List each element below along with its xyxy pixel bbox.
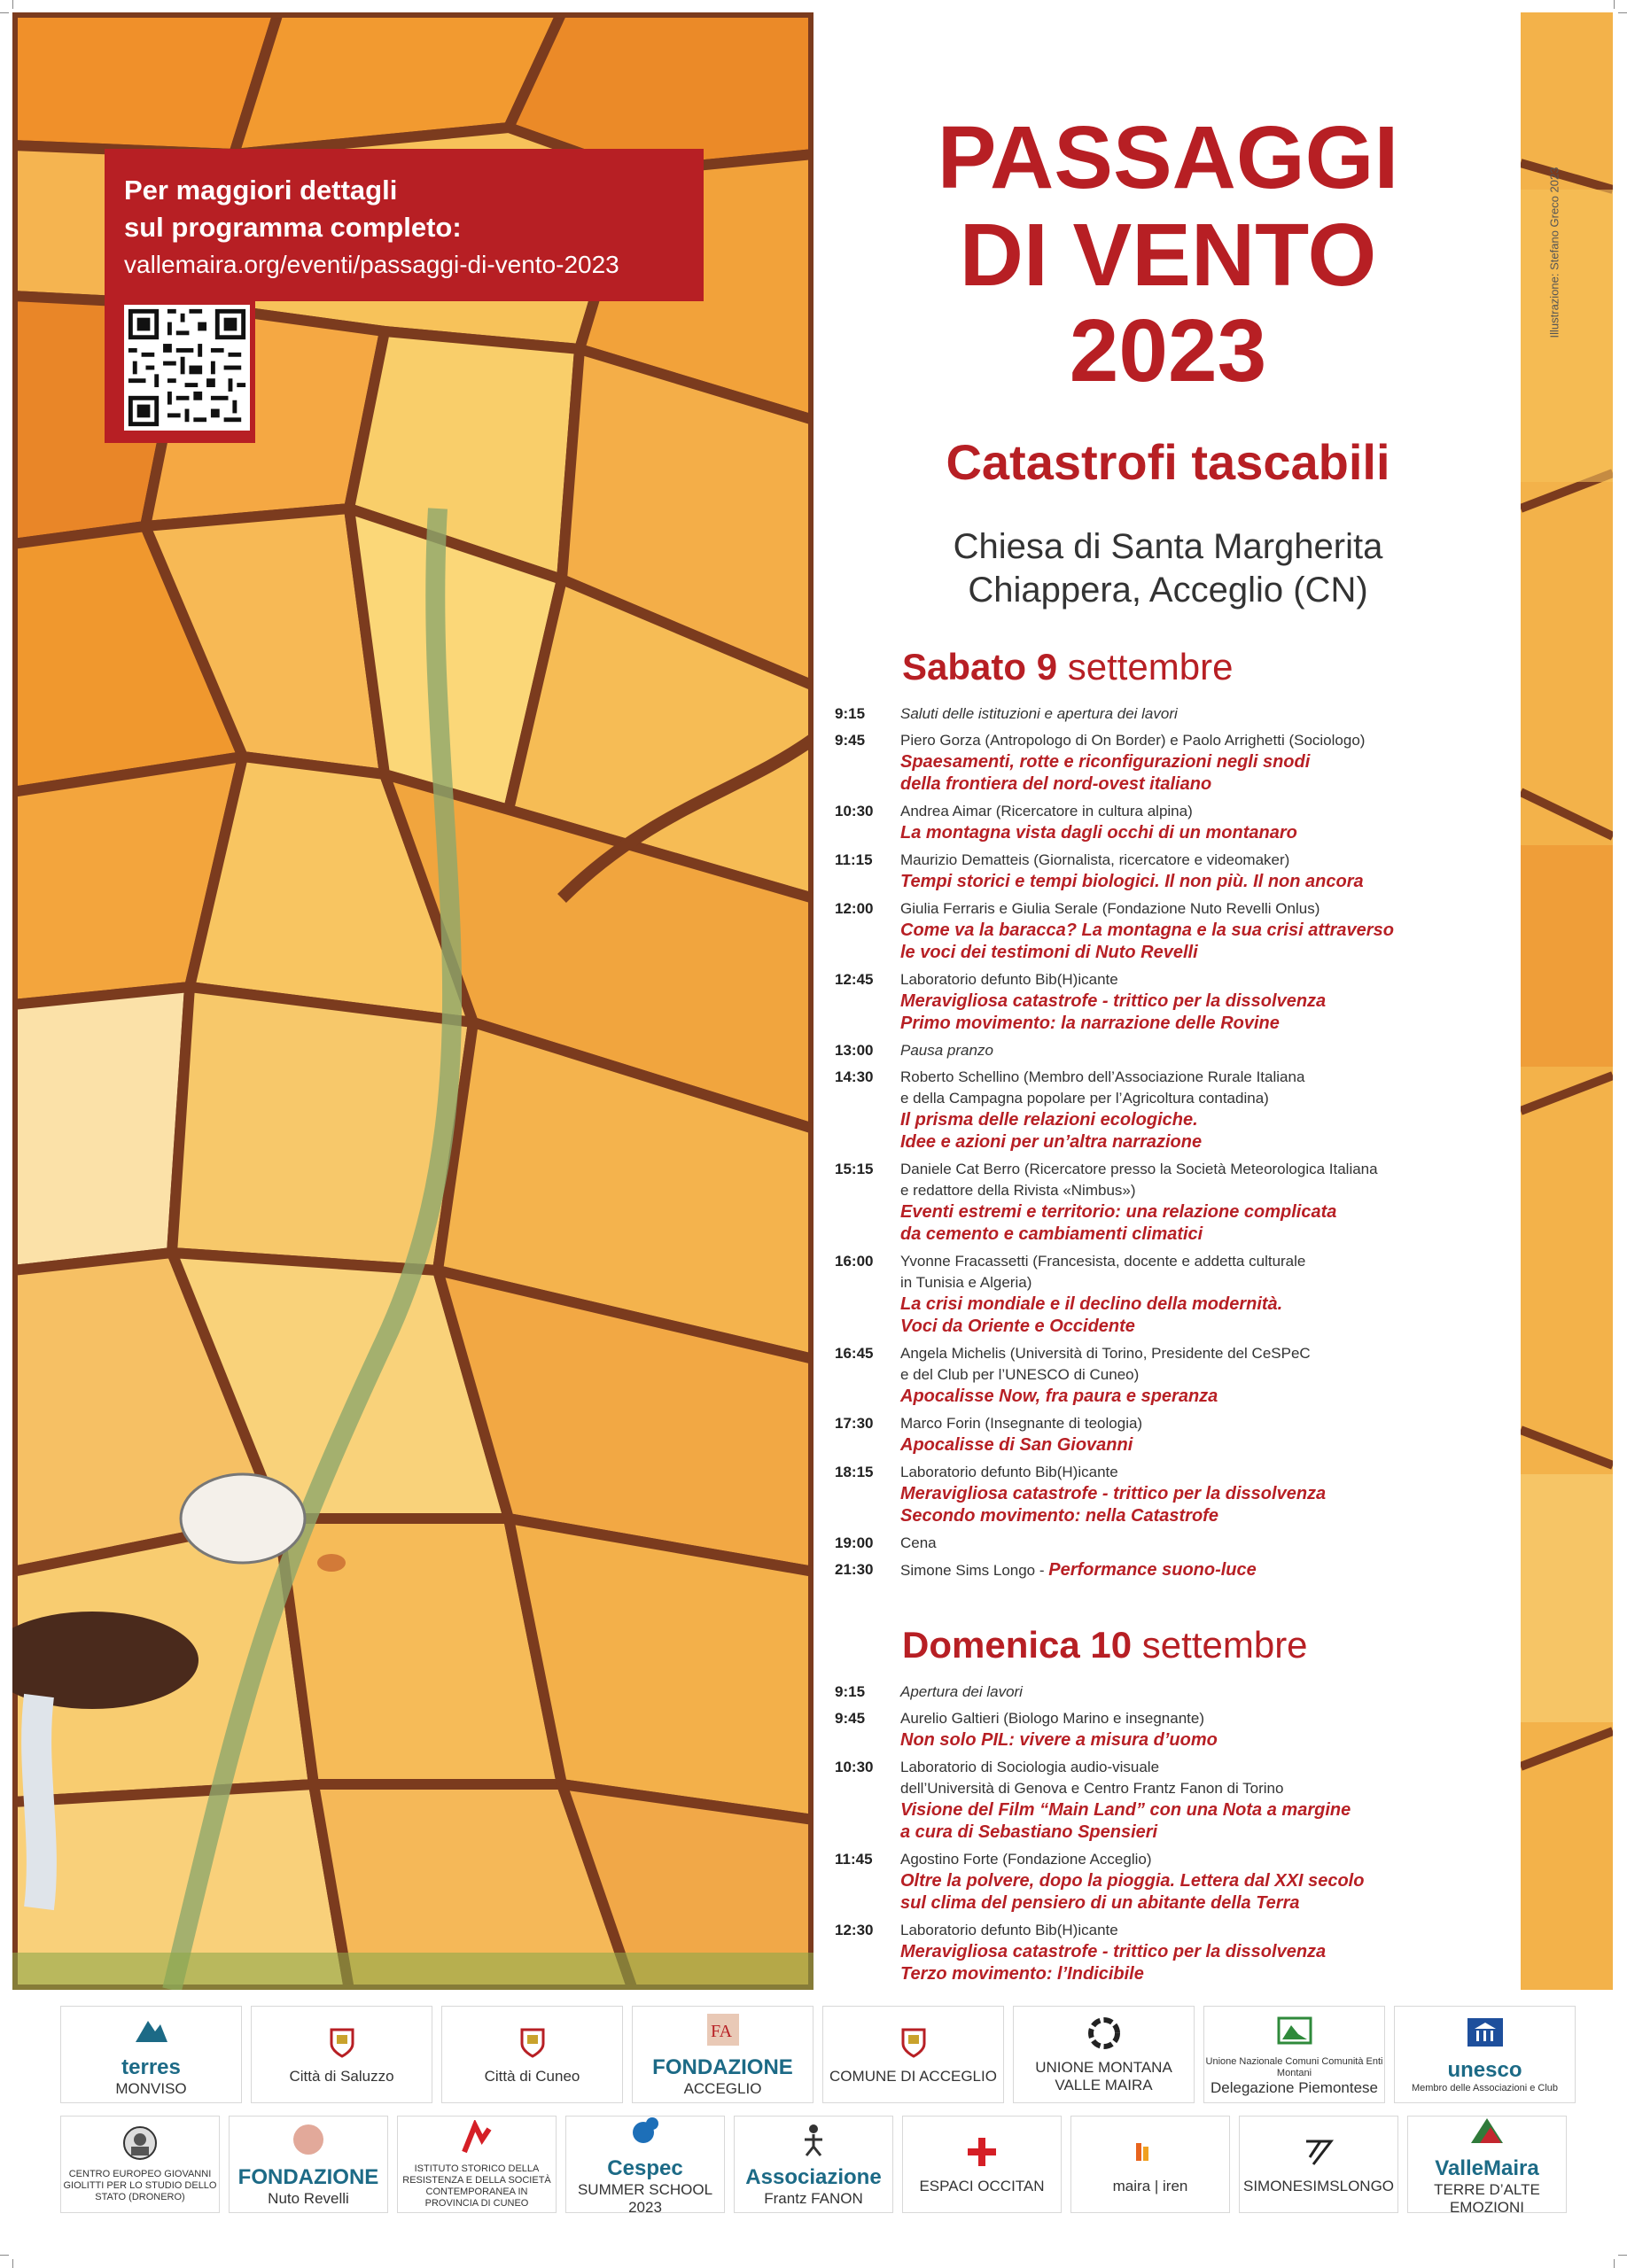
programme-item [835, 1559, 1508, 1581]
crop-mark [1618, 2255, 1627, 2256]
programme-item [835, 801, 1508, 844]
sponsor-logo-text: ValleMaira [1435, 2155, 1539, 2180]
sponsor-logo [229, 2116, 388, 2213]
event-time: 9:15 [835, 1683, 866, 1700]
event-body [900, 898, 1508, 964]
info-url-link[interactable]: vallemaira.org/eventi/passaggi-di-vento-2023 [124, 251, 619, 278]
event-speaker-text: Laboratorio defunto Bib(H)icante [900, 1922, 1118, 1938]
programme-item [835, 1920, 1508, 1985]
programme-item [835, 1159, 1508, 1246]
event-speaker-text: Maurizio Dematteis (Giornalista, ricercatore e videomaker) [900, 851, 1290, 868]
event-body [900, 1040, 1508, 1061]
event-speaker [900, 1708, 1508, 1729]
event-note: Pausa pranzo [900, 1042, 993, 1059]
event-body [900, 730, 1508, 796]
programme-item [835, 1413, 1508, 1456]
slash-icon [1301, 2134, 1336, 2178]
event-title: Apocalisse Now, fra paura e speranza [900, 1386, 1218, 1406]
uncem-icon [1277, 2013, 1312, 2056]
sponsor-logo [565, 2116, 725, 2213]
portrait-icon [122, 2125, 158, 2169]
event-time: 16:45 [835, 1345, 874, 1362]
sponsor-logos-row-1 [60, 2006, 1576, 2103]
event-speaker [900, 1849, 1508, 1870]
sponsor-logo-text: terres [121, 2054, 181, 2079]
event-title: Meravigliosa catastrofe - trittico per la dissolvenza [900, 991, 1327, 1011]
sponsor-logo-text: Frantz FANON [764, 2189, 863, 2207]
event-speaker [900, 1251, 1508, 1272]
event-title: le voci dei testimoni di Nuto Revelli [900, 943, 1198, 962]
sponsor-logo [822, 2006, 1004, 2103]
event-speaker-text: Giulia Ferraris e Giulia Serale (Fondazione Nuto Revelli Onlus) [900, 900, 1320, 917]
event-time: 9:15 [835, 705, 866, 722]
event-speaker [900, 1462, 1508, 1483]
event-time: 18:15 [835, 1464, 874, 1480]
programme-item [835, 1682, 1508, 1703]
event-time: 11:45 [835, 1851, 873, 1868]
event-title: della frontiera del nord-ovest italiano [900, 774, 1212, 794]
sponsor-logo [734, 2116, 893, 2213]
event-time: 9:45 [835, 732, 866, 749]
event-speaker-text: Piero Gorza (Antropologo di On Border) e Paolo Arrighetti (Sociologo) [900, 732, 1366, 749]
main-title-year: 2023 [1069, 301, 1267, 400]
event-note: Saluti delle istituzioni e apertura dei lavori [900, 705, 1178, 722]
sponsor-logo-text: FONDAZIONE [237, 2164, 379, 2189]
event-title: Non solo PIL: vivere a misura d’uomo [900, 1730, 1218, 1750]
event-speaker-text: Angela Michelis (Università di Torino, Presidente del CeSPeC [900, 1345, 1311, 1362]
event-title: Oltre la polvere, dopo la pioggia. Lettera dal XXI secolo [900, 1871, 1365, 1891]
programme-item [835, 1067, 1508, 1153]
drop-icon [627, 2116, 663, 2156]
crop-mark [12, 0, 13, 9]
event-time: 10:30 [835, 1759, 874, 1775]
sponsor-logo [441, 2006, 623, 2103]
event-time: 9:45 [835, 1710, 866, 1727]
crop-mark [1614, 0, 1615, 9]
cross-icon [964, 2134, 1000, 2178]
sponsor-logo [902, 2116, 1062, 2213]
event-title: Come va la baracca? La montagna e la sua crisi attraverso [900, 920, 1394, 940]
programme-item [835, 1040, 1508, 1061]
crop-mark [0, 2255, 9, 2256]
event-title: sul clima del pensiero di un abitante della Terra [900, 1893, 1300, 1913]
programme-item [835, 1533, 1508, 1554]
event-title: Apocalisse di San Giovanni [900, 1435, 1133, 1455]
sponsor-logo-text: Delegazione Piemontese [1210, 2078, 1378, 2096]
mountain-icon [134, 2012, 169, 2055]
sponsor-logo-text: SIMONESIMSLONGO [1242, 2177, 1395, 2194]
event-time: 12:30 [835, 1922, 874, 1938]
programme-item [835, 1462, 1508, 1527]
event-speaker-text: Aurelio Galtieri (Biologo Marino e insegnante) [900, 1710, 1205, 1727]
subtitle: Catastrofi tascabili [946, 434, 1390, 490]
event-speaker-text: Andrea Aimar (Ricercatore in cultura alpina) [900, 803, 1193, 819]
event-speaker-continued: e del Club per l’UNESCO di Cuneo) [900, 1366, 1140, 1383]
event-body [900, 1920, 1508, 1985]
event-time: 10:30 [835, 803, 874, 819]
event-title: Il prisma delle relazioni ecologiche. [900, 1110, 1198, 1130]
event-speaker-text: Laboratorio di Sociologia audio-visuale [900, 1759, 1160, 1775]
event-speaker [900, 730, 1508, 751]
main-title-line-2: DI VENTO [959, 206, 1377, 305]
sponsor-logo [1394, 2006, 1576, 2103]
sponsor-logo [1070, 2116, 1230, 2213]
event-speaker-text: Simone Sims Longo - [900, 1562, 1045, 1579]
stamp-icon [291, 2122, 326, 2165]
event-speaker-text: Agostino Forte (Fondazione Acceglio) [900, 1851, 1152, 1868]
info-line-2: sul programma completo: [124, 212, 462, 243]
swirl-icon [459, 2120, 494, 2163]
event-time: 17:30 [835, 1415, 874, 1432]
sponsor-logos-row-2 [60, 2116, 1567, 2213]
event-title: Secondo movimento: nella Catastrofe [900, 1506, 1218, 1526]
sponsor-logo-text: Unione Nazionale Comuni Comunità Enti Montani [1205, 2055, 1383, 2078]
event-body [900, 1682, 1508, 1703]
event-title: Spaesamenti, rotte e riconfigurazioni negli snodi [900, 752, 1311, 772]
illustration-credit: Illustrazione: Stefano Greco 2023 [1547, 167, 1561, 338]
figure-icon [796, 2122, 831, 2165]
programme-item [835, 703, 1508, 725]
sponsor-logo-text: Membro delle Associazioni e Club [1411, 2083, 1559, 2093]
event-time: 12:45 [835, 971, 874, 988]
event-speaker [900, 1533, 1508, 1554]
sponsor-logo [1407, 2116, 1567, 2213]
event-speaker [900, 850, 1508, 871]
event-body [900, 1708, 1508, 1751]
event-speaker-text: Cena [900, 1534, 937, 1551]
event-speaker-continued: e della Campagna popolare per l’Agricoltura contadina) [900, 1090, 1269, 1107]
wave-icon [1133, 2134, 1168, 2178]
programme-item [835, 898, 1508, 964]
event-body [900, 850, 1508, 893]
event-title: Voci da Oriente e Occidente [900, 1317, 1135, 1336]
event-speaker-text: Marco Forin (Insegnante di teologia) [900, 1415, 1143, 1432]
main-title-line-1: PASSAGGI [937, 108, 1399, 207]
event-speaker-text: Daniele Cat Berro (Ricercatore presso la Società Meteorologica Italiana [900, 1161, 1378, 1177]
event-body [900, 1849, 1508, 1915]
sponsor-logo-text: MONVISO [115, 2079, 187, 2097]
crop-mark [1618, 12, 1627, 13]
sponsor-logo [1013, 2006, 1195, 2103]
sponsor-logo [60, 2116, 220, 2213]
event-speaker-text: Yvonne Fracassetti (Francesista, docente e addetta culturale [900, 1253, 1306, 1270]
event-title: Primo movimento: la narrazione delle Rovine [900, 1014, 1280, 1033]
sponsor-logo-text: Città di Saluzzo [289, 2067, 394, 2085]
qr-code-box [105, 292, 255, 443]
event-title: Visione del Film “Main Land” con una Nota a margine [900, 1800, 1351, 1820]
event-body [900, 1067, 1508, 1153]
event-speaker-continued: e redattore della Rivista «Nimbus») [900, 1182, 1136, 1199]
programme-item [835, 969, 1508, 1035]
sponsor-logo-text: Associazione [745, 2164, 882, 2189]
event-time: 19:00 [835, 1534, 874, 1551]
venue-line-2: Chiappera, Acceglio (CN) [968, 571, 1368, 610]
programme-item [835, 1708, 1508, 1751]
programme-item [835, 1343, 1508, 1408]
event-title: Meravigliosa catastrofe - trittico per la dissolvenza [900, 1942, 1327, 1961]
sponsor-logo [60, 2006, 242, 2103]
event-title: Idee e azioni per un’altra narrazione [900, 1132, 1203, 1152]
svg-text:FA: FA [710, 2021, 732, 2041]
sponsor-logo-text: ESPACI OCCITAN [919, 2177, 1045, 2194]
sponsor-logo-text: Nuto Revelli [268, 2189, 349, 2207]
sponsor-logo-text: VALLE MAIRA [1055, 2076, 1153, 2093]
qr-code[interactable] [124, 305, 250, 431]
crest-icon [515, 2024, 550, 2068]
info-box [105, 149, 704, 301]
temple-icon [1467, 2015, 1503, 2058]
peak-icon [1469, 2116, 1505, 2156]
programme-saturday [835, 703, 1508, 1587]
programme-item [835, 1849, 1508, 1915]
event-time: 21:30 [835, 1561, 874, 1578]
event-title: Performance suono-luce [1048, 1560, 1257, 1580]
sponsor-logo-text: unesco [1447, 2058, 1522, 2082]
event-time: 15:15 [835, 1161, 874, 1177]
programme-item [835, 730, 1508, 796]
event-speaker [900, 969, 1508, 990]
crop-mark [0, 12, 9, 13]
sponsor-logo-text: Città di Cuneo [484, 2067, 580, 2085]
day-heading-sunday: Domenica 10 settembre [902, 1624, 1308, 1666]
event-speaker [900, 801, 1508, 822]
sponsor-logo-text: COMUNE DI ACCEGLIO [829, 2067, 997, 2085]
crest-icon [324, 2024, 360, 2068]
event-body [900, 1462, 1508, 1527]
event-body [900, 1413, 1508, 1456]
crop-mark [12, 2259, 13, 2268]
crest-icon [896, 2024, 931, 2068]
sponsor-logo-text: UNIONE MONTANA [1035, 2058, 1172, 2076]
event-body [900, 1159, 1508, 1246]
sponsor-logo [1203, 2006, 1385, 2103]
event-title: La montagna vista dagli occhi di un montanaro [900, 823, 1297, 843]
event-speaker-text: Roberto Schellino (Membro dell’Associazione Rurale Italiana [900, 1068, 1305, 1085]
programme-item [835, 850, 1508, 893]
sponsor-logo [251, 2006, 432, 2103]
event-speaker [900, 1920, 1508, 1941]
event-body [900, 1533, 1508, 1554]
event-body [900, 1559, 1508, 1581]
event-body [900, 703, 1508, 725]
sponsor-logo-text: FONDAZIONE [652, 2054, 793, 2079]
event-speaker [900, 898, 1508, 920]
event-speaker-continued: dell’Università di Genova e Centro Frantz Fanon di Torino [900, 1780, 1284, 1797]
event-speaker [900, 1343, 1508, 1364]
event-title: a cura di Sebastiano Spensieri [900, 1822, 1158, 1842]
event-speaker-text: Laboratorio defunto Bib(H)icante [900, 1464, 1118, 1480]
knot-icon [1086, 2016, 1122, 2059]
sponsor-logo-text: Cespec [607, 2155, 683, 2180]
sponsor-logo-text: ISTITUTO STORICO DELLA RESISTENZA E DELLA SOCIETÀ CONTEMPORANEA IN PROVINCIA DI CUNEO [402, 2163, 551, 2209]
sponsor-logo-text: TERRE D’ALTE EMOZIONI [1434, 2180, 1540, 2213]
event-title: La crisi mondiale e il declino della modernità. [900, 1294, 1283, 1314]
sponsor-logo [632, 2006, 814, 2103]
programme-item [835, 1757, 1508, 1844]
event-speaker [900, 1159, 1508, 1180]
illustration-right-strip [1521, 12, 1613, 1990]
event-note: Apertura dei lavori [900, 1683, 1023, 1700]
event-body [900, 1757, 1508, 1844]
sponsor-logo [1239, 2116, 1398, 2213]
event-time: 16:00 [835, 1253, 874, 1270]
event-body [900, 969, 1508, 1035]
sponsor-logo-text: CENTRO EUROPEO GIOVANNI GIOLITTI PER LO STUDIO DELLO STATO (DRONERO) [63, 2169, 217, 2202]
event-body [900, 1343, 1508, 1408]
event-title: Terzo movimento: l’Indicibile [900, 1964, 1144, 1984]
event-speaker [900, 1757, 1508, 1778]
programme-item [835, 1251, 1508, 1338]
event-title: Eventi estremi e territorio: una relazione complicata [900, 1202, 1337, 1222]
event-time: 13:00 [835, 1042, 874, 1059]
event-body [900, 801, 1508, 844]
fa-icon [705, 2012, 741, 2055]
sponsor-logo [397, 2116, 557, 2213]
event-body [900, 1251, 1508, 1338]
event-speaker [900, 1413, 1508, 1434]
sponsor-logo-text: maira | iren [1112, 2177, 1188, 2194]
event-speaker-text: Laboratorio defunto Bib(H)icante [900, 971, 1118, 988]
event-speaker [900, 1559, 1508, 1581]
event-speaker [900, 1067, 1508, 1088]
event-time: 12:00 [835, 900, 874, 917]
sponsor-logo-text: ACCEGLIO [683, 2079, 762, 2097]
sponsor-logo-text: SUMMER SCHOOL 2023 [577, 2180, 713, 2213]
event-title: Tempi storici e tempi biologici. Il non più. Il non ancora [900, 872, 1364, 891]
event-time: 14:30 [835, 1068, 874, 1085]
event-title: Meravigliosa catastrofe - trittico per la dissolvenza [900, 1484, 1327, 1503]
event-speaker-continued: in Tunisia e Algeria) [900, 1274, 1032, 1291]
info-line-1: Per maggiori dettagli [124, 175, 398, 206]
crop-mark [1614, 2259, 1615, 2268]
programme-sunday [835, 1682, 1508, 1991]
event-title: da cemento e cambiamenti climatici [900, 1224, 1203, 1244]
day-heading-saturday: Sabato 9 settembre [902, 646, 1234, 687]
event-time: 11:15 [835, 851, 873, 868]
venue-line-1: Chiesa di Santa Margherita [953, 527, 1383, 566]
